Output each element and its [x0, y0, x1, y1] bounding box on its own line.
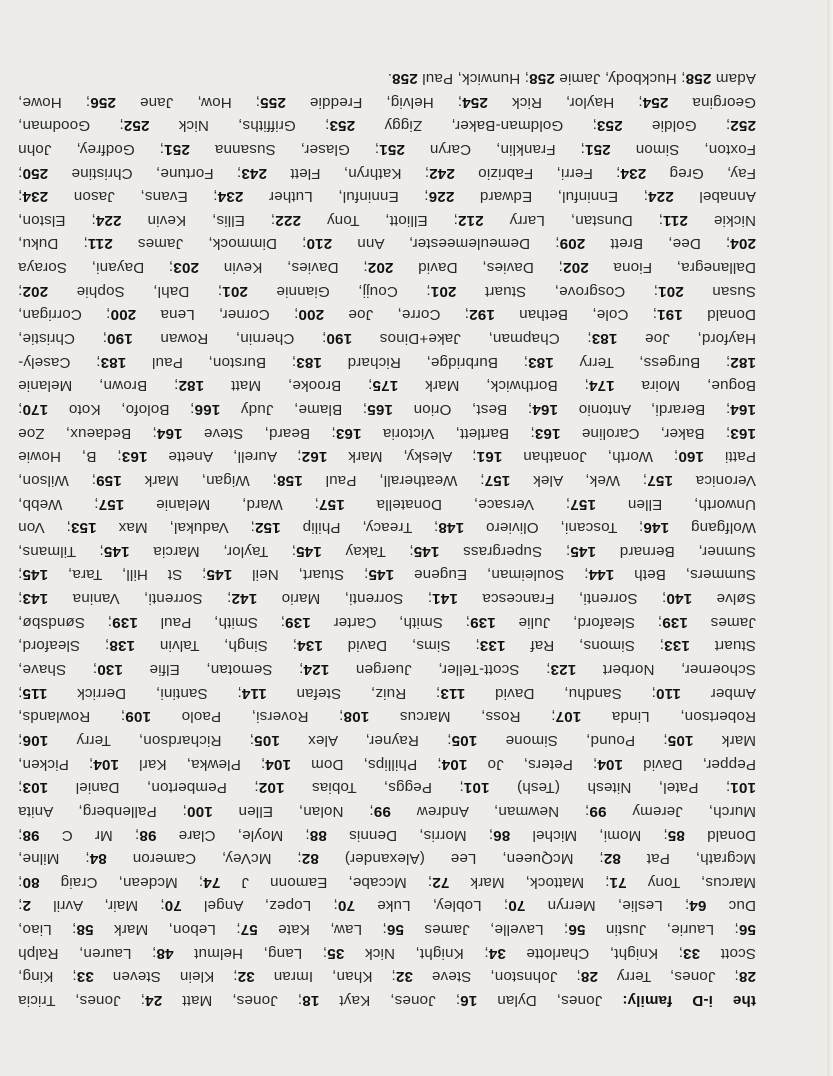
page-number: 57	[240, 921, 258, 939]
page-number: 102	[258, 779, 285, 797]
page-number: 191	[656, 306, 683, 324]
credits-line: Fay, Greg 234; Ferri, Fabrizio 242; Kathryn, Flett 243; Fortune, Christine 250;	[18, 164, 756, 182]
credits-line: Unworth, Ellen 157; Versace, Donatella 157; Ward, Melanie 157; Webb,	[17, 495, 756, 513]
credits-line: Schoerner, Norbert 123; Scott-Teller, Juergen 124; Semotan, Elfie 130; Shave,	[18, 661, 756, 679]
page-number: 140	[666, 590, 693, 608]
credits-line: Dallanegra, Fiona 202; Davies, David 202; Davies, Kevin 203; Dayani, Soraya	[18, 259, 756, 277]
credits-line: Summers, Beth 144; Souleiman, Eugene 145; Stuart, Neil 145; St Hill, Tara, 145;	[17, 566, 756, 584]
page-number: 105	[254, 731, 280, 749]
page-number: 164	[532, 400, 559, 418]
page-number: 85	[667, 826, 685, 844]
page-number: 139	[284, 613, 311, 631]
credits-line	[18, 988, 756, 1012]
page-number: 212	[457, 211, 484, 229]
credits-line: 163; Baker, Caroline 163; Bartlett, Victoria 163; Beard, Steve 164; Bedaeux, Zoe	[18, 424, 756, 442]
credits-line: Susan 201; Cosgrove, Stuart 201; Coujj, Giannie 201; Dahl, Sophie 202;	[17, 282, 756, 300]
page-number: 32	[395, 968, 413, 986]
credits-line: Adam 258; Huckbody, Jamie 258; Hunwick, Paul 258.	[387, 70, 756, 88]
credits-line: 252; Goldie 253; Goldman-Baker, Ziggy 253; Griffiths, Nick 252; Goodman,	[18, 117, 756, 135]
page-number: 56	[386, 921, 404, 939]
page-number: 115	[22, 684, 48, 702]
page-number: 130	[97, 661, 123, 679]
page-number: 106	[22, 731, 49, 749]
credits-line: Amber 110; Sandhu, David 113; Ruiz, Stefan 114; Santini, Derrick 115;	[18, 684, 756, 702]
page-number: 258	[391, 70, 418, 88]
page-number: 82	[301, 850, 319, 868]
page-number: 153	[70, 519, 97, 537]
page-number: 210	[306, 235, 333, 253]
page-number: 145	[22, 566, 49, 584]
page-number: 157	[318, 495, 345, 513]
page-number: 250	[22, 164, 49, 182]
credits-line: Donald 191; Cole, Bethan 192; Corre, Joe 200; Corner, Lena 200; Corrigan,	[18, 306, 756, 324]
page-number: 202	[22, 282, 49, 300]
page-number: 48	[156, 944, 174, 962]
page-number: 183	[296, 353, 322, 371]
page-number: 162	[301, 448, 328, 466]
page-number: 160	[678, 448, 705, 466]
credits-line: Marcus, Tony 71; Mattock, Mark 72; Mccabe, Eamonn J 74; Mcdean, Craig 80;	[17, 873, 756, 891]
page-number: 201	[657, 282, 684, 300]
page-number: 33	[76, 968, 94, 986]
page-number: 139	[662, 613, 688, 631]
page-number: 204	[730, 235, 756, 253]
page-number: 163	[534, 424, 561, 442]
page-number: 134	[297, 637, 323, 655]
page-number: 234	[217, 188, 244, 206]
credits-line: Donald 85; Momi, Michel 86; Morris, Dennis 88; Moyle, Clare 98; Mr C 98;	[17, 826, 756, 844]
page-number: 164	[730, 400, 756, 418]
page-number: 139	[112, 613, 138, 631]
page-number: 164	[156, 424, 183, 442]
page-number: 183	[100, 353, 127, 371]
page-number: 157	[570, 495, 596, 513]
page-number: 175	[372, 377, 399, 395]
page-number: 101	[463, 779, 490, 797]
page-number: 104	[441, 755, 468, 773]
page-number: 258	[529, 70, 555, 88]
page-number: 157	[647, 471, 673, 489]
page-number: 252	[730, 117, 756, 135]
page-number: 145	[570, 542, 597, 560]
page-number: 104	[265, 755, 291, 773]
page-number: 234	[620, 164, 647, 182]
page-number: 190	[326, 330, 353, 348]
page-number: 74	[203, 873, 221, 891]
credits-line: 204; Dee, Brett 209; Demeulemeester, Ann 210; Dimmock, James 211; Duku,	[18, 235, 756, 253]
page-number: 253	[596, 117, 623, 135]
page-number: 101	[730, 779, 756, 797]
page-number: 163	[121, 448, 148, 466]
page-number: 163	[335, 424, 362, 442]
credits-line: Foxton, Simon 251; Franklin, Caryn 251; Glaser, Susanna 251; Godfrey, John	[18, 140, 756, 158]
page-number: 104	[93, 755, 120, 773]
credits-line: Georgina 254; Haylor, Rick 254; Helvig, Freddie 255; How, Jane 256; Howe,	[18, 93, 756, 111]
page-number: 258	[685, 70, 712, 88]
page-number: 24	[145, 992, 163, 1009]
page-number: 183	[527, 353, 554, 371]
page-number: 145	[295, 542, 322, 560]
page-number: 133	[664, 637, 690, 655]
credits-line: James 139; Sleaford, Julie 139; Smith, Carter 139; Smith, Paul 139; Søndsbø,	[18, 613, 756, 631]
page-number: 34	[488, 944, 506, 962]
page-number: 104	[597, 755, 624, 773]
credits-line: Sølve 140; Sorrenti, Francesca 141; Sorrenti, Mario 142; Sorrenti, Vanina 143;	[18, 590, 756, 608]
credits-line: Robertson, Linda 107; Ross, Marcus 108; Roversi, Paolo 109; Rowlands,	[18, 708, 756, 726]
credits-line: 101; Patel, Nitesh (Tesh) 101; Peggs, Tobias 102; Pemberton, Daniel 103;	[18, 779, 756, 797]
page-number: 200	[298, 306, 325, 324]
page-number: 243	[241, 164, 268, 182]
page-number: 157	[98, 495, 125, 513]
page-number: 70	[508, 897, 526, 915]
page-number: 253	[329, 117, 356, 135]
credits-line: Stuart 133; Simons, Raf 133; Sims, David 134; Singh, Talvin 138; Sleaford,	[18, 637, 756, 655]
page-number: 16	[460, 992, 478, 1009]
page-number: 170	[22, 400, 49, 418]
page-number: 113	[440, 684, 466, 702]
page-number: 209	[559, 235, 586, 253]
page-number: 105	[667, 731, 694, 749]
page-number: 141	[432, 590, 458, 608]
page-number: 70	[337, 897, 355, 915]
credits-line-text: Jones, Dylan 16; Jones, Kayt 18; Jones, Matt 24; Jones, Tricia	[18, 992, 623, 1009]
credits-line: Nickie 211; Dunstan, Larry 212; Elliott, Tony 222; Ellis, Kevin 224; Elston,	[18, 211, 756, 229]
page-number: 72	[432, 873, 450, 891]
page-number: 123	[550, 661, 577, 679]
page-number: 251	[379, 140, 405, 158]
credits-line: 28; Jones, Terry 28; Johnston, Steve 32; Khan, Imran 32; Klein Steven 33; King,	[18, 968, 756, 986]
page-number: 226	[428, 188, 455, 206]
page-number: 174	[588, 377, 615, 395]
page-number: 201	[430, 282, 457, 300]
page-number: 256	[90, 93, 116, 111]
page-number: 58	[76, 921, 94, 939]
page-number: 251	[164, 140, 190, 158]
page-number: 254	[462, 93, 488, 111]
credits-line: Pepper, David 104; Peters, Jo 104; Phillips, Dom 104; Plewka, Karl 104; Picken,	[18, 755, 756, 773]
page-number: 139	[469, 613, 496, 631]
page-number: 124	[303, 661, 330, 679]
page-number: 255	[260, 93, 286, 111]
page-number: 200	[110, 306, 137, 324]
page-number: 82	[603, 850, 621, 868]
page-number: 152	[254, 519, 281, 537]
contributors-credits-block	[18, 66, 756, 1012]
page-number: 157	[484, 471, 511, 489]
credits-heading: the i-D family:	[622, 992, 756, 1009]
page-number: 99	[373, 802, 391, 820]
page-number: 99	[589, 802, 607, 820]
page-number: 32	[237, 968, 255, 986]
credits-line: Hayford, Joe 183; Chapman, Jake+Dinos 190; Chernin, Rowan 190; Christie,	[17, 330, 756, 348]
page-number: 211	[87, 235, 113, 253]
page-number: 108	[343, 708, 370, 726]
page-number: 163	[730, 424, 756, 442]
credits-line: Bogue, Moira 174; Borthwick, Mark 175; Brooke, Matt 182; Brown, Melanie	[18, 377, 756, 395]
page-number: 145	[103, 542, 130, 560]
credits-line: Sumner, Bernard 145; Supergrass 145; Takay 145; Taylor, Marcia 145; Tilmans,	[17, 542, 756, 560]
page-number: 161	[476, 448, 503, 466]
page-number: 98	[139, 826, 157, 844]
credits-line: 182; Burgess, Terry 183; Burbridge, Richard 183; Burston, Paul 183; Casely-	[18, 353, 756, 371]
page-number: 251	[584, 140, 611, 158]
page-number: 182	[178, 377, 205, 395]
page-number: 28	[580, 968, 598, 986]
page-number: 143	[22, 590, 49, 608]
page-number: 84	[89, 850, 107, 868]
page-number: 103	[22, 779, 49, 797]
page-number: 56	[568, 921, 586, 939]
page-number: 80	[22, 873, 40, 891]
credits-line: Wolfgang 146; Toscani, Oliviero 148; Treacy, Philip 152; Vadukal, Max 153; Von	[18, 519, 756, 537]
credits-line: Patti 160; Worth, Jonathan 161; Alesky, Mark 162; Aurell, Anette 163; B, Howie	[18, 448, 756, 466]
page-number: 64	[689, 897, 707, 915]
page-number: 166	[194, 400, 221, 418]
page-number: 145	[413, 542, 440, 560]
page-number: 224	[647, 188, 674, 206]
page-number: 190	[106, 330, 133, 348]
page-number: 110	[655, 684, 681, 702]
page-number: 114	[241, 684, 267, 702]
credits-line: Mcgrath, Pat 82; McQueen, Lee (Alexander) 82; McVey, Cameron 84; Milne,	[18, 850, 756, 868]
page-number: 224	[95, 211, 122, 229]
page-number: 148	[438, 519, 465, 537]
page-edge-shadow	[827, 0, 833, 1076]
credits-line: 164; Berardi, Antonio 164; Best, Orion 165; Blame, Judy 166; Bolofo, Koto 170;	[17, 400, 756, 418]
page-number: 28	[738, 968, 756, 986]
page-number: 254	[642, 93, 669, 111]
page-number: 165	[367, 400, 393, 418]
credits-line: Duc 64; Leslie, Merryn 70; Lobley, Luke 70; Lopez, Angel 70; Mair, Avril 2;	[18, 897, 756, 915]
page-number: 222	[275, 211, 301, 229]
page-number: 56	[738, 921, 756, 939]
page-number: 109	[125, 708, 151, 726]
page-number: 159	[95, 471, 122, 489]
credits-line: 56; Laurie, Justin 56; Lavelle, James 56; Law, Kate 57; Lebon, Mark 58; Liao,	[18, 921, 756, 939]
page-number: 86	[493, 826, 511, 844]
credits-line: Annabel 224; Enninful, Edward 226; Enninful, Luther 234; Evans, Jason 234;	[18, 188, 756, 206]
credits-line: Scott 33; Knight, Charlotte 34; Knight, Nick 35; Lang, Helmut 48; Lauren, Ralph	[18, 944, 756, 962]
page-number: 144	[588, 566, 615, 584]
page-number: 70	[164, 897, 182, 915]
page-number: 242	[429, 164, 455, 182]
page-number: 234	[22, 188, 49, 206]
page-number: 133	[479, 637, 506, 655]
page-number: 211	[662, 211, 688, 229]
credits-line: Murch, Jeremy 99; Newman, Andrew 99; Nolan, Ellen 100; Pallenberg, Anita	[17, 802, 756, 820]
page-number: 88	[309, 826, 327, 844]
page-number: 18	[302, 992, 320, 1009]
page-number: 107	[555, 708, 582, 726]
page-number: 35	[327, 944, 345, 962]
page-number: 138	[109, 637, 136, 655]
page-number: 202	[562, 259, 589, 277]
credits-line: Mark 105; Pound, Simone 105; Rayner, Alex 105; Richardson, Terry 106;	[18, 731, 756, 749]
page-number: 71	[609, 873, 627, 891]
page-number: 98	[22, 826, 40, 844]
page-number: 145	[368, 566, 395, 584]
credits-line: Veronica 157; Wek, Alek 157; Weatherall, Paul 158; Wigan, Mark 159; Wilson,	[18, 471, 756, 489]
page-number: 142	[231, 590, 258, 608]
page-number: 202	[367, 259, 394, 277]
page-number: 33	[682, 944, 701, 962]
page-number: 192	[469, 306, 495, 324]
page-number: 158	[276, 471, 303, 489]
page-number: 145	[206, 566, 233, 584]
page-number: 182	[730, 353, 756, 371]
page-number: 252	[123, 117, 150, 135]
page-number: 105	[451, 731, 478, 749]
page-number: 203	[173, 259, 199, 277]
page-number: 183	[591, 330, 618, 348]
page-number: 201	[222, 282, 248, 300]
page-number: 146	[643, 519, 670, 537]
page-number: 100	[186, 802, 213, 820]
page-number: 2	[22, 897, 31, 915]
